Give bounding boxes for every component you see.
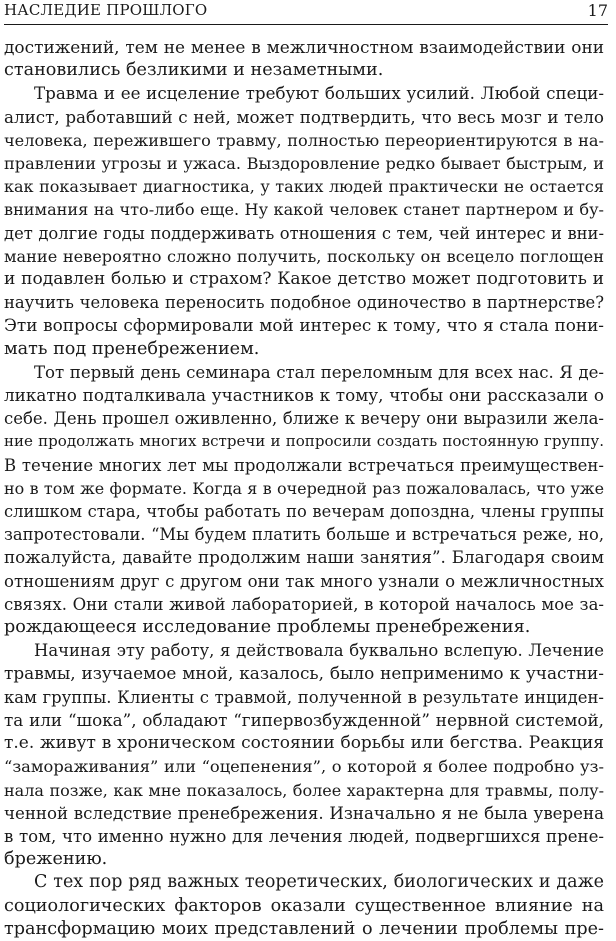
paragraph-5: [4, 871, 604, 941]
paragraph-3: [4, 361, 604, 639]
text-line: кам группы. Клиенты с травмой, полученной в результате инциден-: [4, 687, 604, 707]
text-line: Начиная эту работу, я действовала буквально вслепую. Лечение: [34, 641, 604, 661]
text-line: в том, что именно нужно для лечения людей, подвергшихся пренe-: [4, 826, 604, 846]
text-line: пожалуйста, давайте продолжим наши занятия”. Благодаря своим: [4, 547, 604, 568]
text-line: “замораживания” или “оцепенения”, о которой я более подробно уз-: [4, 757, 604, 777]
text-line: отношениям друг с другом они так много узнали о межличностных: [4, 571, 604, 591]
text-line: т.е. живут в хроническом состоянии борьбы или бегства. Реакция: [4, 733, 604, 754]
text-line: С тех пор ряд важных теоретических, биологических и даже: [34, 872, 604, 893]
text-line: становились безликими и незаметными.: [4, 60, 384, 81]
text-line: брежению.: [4, 849, 108, 870]
text-line: мать под пренебрежением.: [4, 338, 260, 359]
text-line: как показывает диагностика, у таких людей практически не остается: [4, 177, 604, 197]
text-line: В течение многих лет мы продолжали встречаться преимуществен-: [4, 455, 604, 475]
text-line: социологических факторов оказали существенное влияние на: [4, 895, 604, 916]
text-line: правлении угрозы и ужаса. Выздоровление редко бывает быстрым, и: [4, 154, 604, 174]
text-line: дет долгие годы поддерживать отношения с тем, чей интерес и вни-: [4, 223, 604, 243]
text-line: трансформацию моих представлений о лечении проблемы пре-: [4, 918, 604, 939]
text-line: травмы, изучаемое мной, казалось, было неприменимо к участни-: [4, 663, 604, 684]
text-line: запротестовали. “Мы будем платить больше и встречаться реже, но,: [4, 525, 604, 545]
text-line: ликатно подталкивала участников к тому, чтобы они рассказали о: [4, 385, 604, 406]
text-line: мание невероятно сложно получить, поскольку он всецело поглощен: [4, 246, 604, 266]
page-header: [4, 0, 608, 26]
text-line: ченной вследствие пренебрежения. Изначально я не была уверена: [4, 803, 604, 823]
text-line: но в том же формате. Когда я в очередной раз пожаловалась, что уже: [4, 478, 604, 498]
page-number: 17: [587, 1, 608, 20]
text-line: себе. День прошел оживленно, ближе к вечеру они выразили жела-: [4, 409, 604, 429]
paragraph-2: [4, 82, 604, 360]
text-line: алист, работавший с ней, может подтвердить, что весь мозг и тело: [4, 106, 604, 127]
text-line: Эти вопросы сформировали мой интерес к тому, что я стала пони-: [4, 315, 604, 336]
text-line: достижений, тем не менее в межличностном взаимодействии они: [4, 37, 604, 57]
text-line: рождающееся исследование проблемы пренебрежения.: [4, 617, 531, 638]
text-line: Тот первый день семинара стал переломным для всех нас. Я де-: [34, 362, 604, 382]
text-line: ние продолжать многих встречи и попросили создать постоянную группу.: [4, 432, 604, 451]
text-line: человека, пережившего травму, полностью переориентируются в на-: [4, 130, 604, 150]
text-line: нала позже, как мне показалось, более характерна для травмы, полу-: [4, 780, 604, 800]
text-line: та или “шока”, обладают “гипервозбужденной” нервной системой,: [4, 709, 604, 730]
text-line: связях. Они стали живой лабораторией, в которой началось мое за-: [4, 594, 604, 614]
running-title: НАСЛЕДИЕ ПРОШЛОГО: [4, 1, 208, 19]
paragraph-4: [4, 639, 604, 871]
header-rule: [4, 24, 608, 25]
text-line: научить человека переносить подобное одиночество в партнерстве?: [4, 293, 604, 313]
body-text: [4, 36, 604, 941]
text-line: Травма и ее исцеление требуют больших усилий. Любой специ-: [34, 83, 604, 104]
text-line: внимания на что-либо еще. Ну какой человек станет партнером и бу-: [4, 200, 604, 220]
paragraph-1: [4, 36, 604, 82]
text-line: и подавлен болью и страхом? Какое детство может подготовить и: [4, 269, 604, 290]
text-line: слишком стара, чтобы работать по вечерам допоздна, члены группы: [4, 502, 604, 522]
